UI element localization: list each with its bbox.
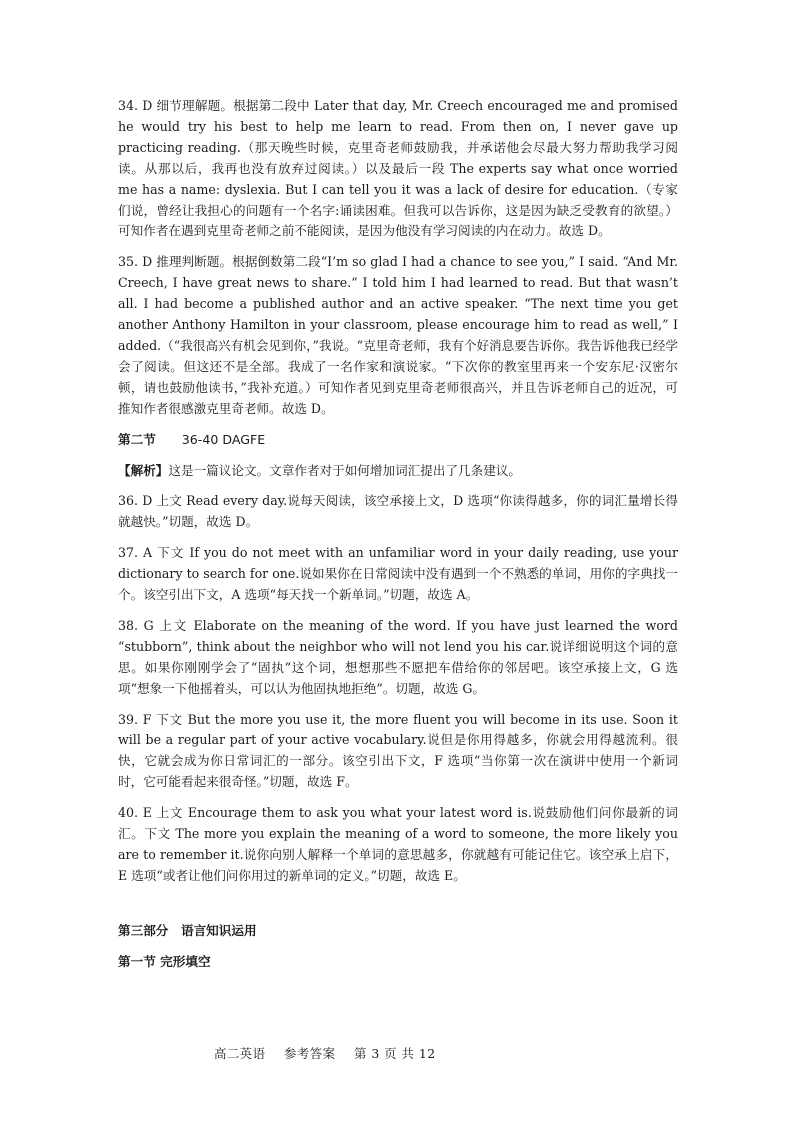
section-2-title: 第二节 — [118, 431, 156, 447]
answer-38-explanation: 38. G 上文 Elaborate on the meaning of the word. If you have just learned the word “stubborn”, think about the neighbor who will not lend you his car.说详细说明这个词的意思。如果你刚刚学会了“固执”这个词，想想那些不愿把车借给你的邻居吧。该空承接上文，G 选项“想象一下他摇着头，可以认为他固执地拒绝”。切题，故选 G。 — [118, 617, 678, 696]
section-2-answers: 36-40 DAGFE — [181, 431, 266, 447]
answer-40-explanation: 40. E 上文 Encourage them to ask you what your latest word is.说鼓励他们问你最新的词汇。下文 The more you explain the meaning of a word to someone, the more likely you are to remember it.说你向别人解释一个单词的意思越多，你就越有可能记住它。该空承上启下，E 选项“或者让他们问你用过的新单词的定义。”切题，故选 E。 — [118, 805, 678, 883]
answer-39-explanation: 39. F 下文 But the more you use it, the more fluent you will become in its use. Soon it will be a regular part of your active vocabulary.说但是你用得越多，你就会用得越流利。很快，它就会成为你日常词汇的一部分。该空引出下文，F 选项“当你第一次在演讲中使用一个新词时，它可能看起来很奇怪。”切题，故选 F。 — [118, 711, 678, 790]
cloze-section-heading: 第一节 完形填空 — [118, 953, 211, 969]
part-3-heading: 第三部分 语言知识运用 — [118, 922, 257, 938]
footer-page-number: 第 3 页 共 12 — [354, 1046, 436, 1061]
answer-key-page — [118, 96, 678, 983]
section-2-analysis — [118, 461, 678, 482]
section-2-heading — [118, 430, 678, 451]
answer-36-explanation: 36. D 上文 Read every day.说每天阅读，该空承接上文，D 选项“你读得越多，你的词汇量增长得就越快。”切题，故选 D。 — [118, 493, 678, 530]
analysis-text: 这是一篇议论文。文章作者对于如何增加词汇提出了几条建议。 — [168, 462, 521, 478]
footer-label: 参考答案 — [284, 1046, 336, 1061]
page-footer — [214, 1044, 450, 1062]
footer-subject: 高二英语 — [214, 1046, 266, 1061]
answer-35-explanation: 35. D 推理判断题。根据倒数第二段“I’m so glad I had a chance to see you,” I said. “And Mr. Creech, I have great news to share.” I told him I had learned to read. But that wasn’t all. I had become a published author and an active speaker. “The next time you get another Anthony Hamilton in your classroom, please encourage him to read as well,” I added.（“我很高兴有机会见到你，”我说。“克里奇老师，我有个好消息要告诉你。我告诉他我已经学会了阅读。但这还不是全部。我成了一名作家和演说家。“下次你的教室里再来一个安东尼·汉密尔顿，请也鼓励他读书，”我补充道。）可知作者见到克里奇老师很高兴，并且告诉老师自己的近况，可推知作者很感激克里奇老师。故选 D。 — [118, 254, 678, 416]
analysis-label: 【解析】 — [118, 462, 169, 478]
answer-34-explanation: 34. D 细节理解题。根据第二段中 Later that day, Mr. Creech encouraged me and promised he would try his best to help me learn to read. From then on, I never gave up practicing reading.（那天晚些时候，克里奇老师鼓励我，并承诺他会尽最大努力帮助我学习阅读。从那以后，我再也没有放弃过阅读。）以及最后一段 The experts say what once worried me has a name: dyslexia. But I can tell you it was a lack of desire for education.（专家们说，曾经让我担心的问题有一个名字:诵读困难。但我可以告诉你，这是因为缺乏受教育的欲望。）可知作者在遇到克里奇老师之前不能阅读，是因为他没有学习阅读的内在动力。故选 D。 — [118, 98, 678, 239]
answer-37-explanation: 37. A 下文 If you do not meet with an unfamiliar word in your daily reading, use your dictionary to search for one.说如果你在日常阅读中没有遇到一个不熟悉的单词，用你的字典找一个。该空引出下文，A 选项“每天找一个新单词。”切题，故选 A。 — [118, 545, 678, 603]
